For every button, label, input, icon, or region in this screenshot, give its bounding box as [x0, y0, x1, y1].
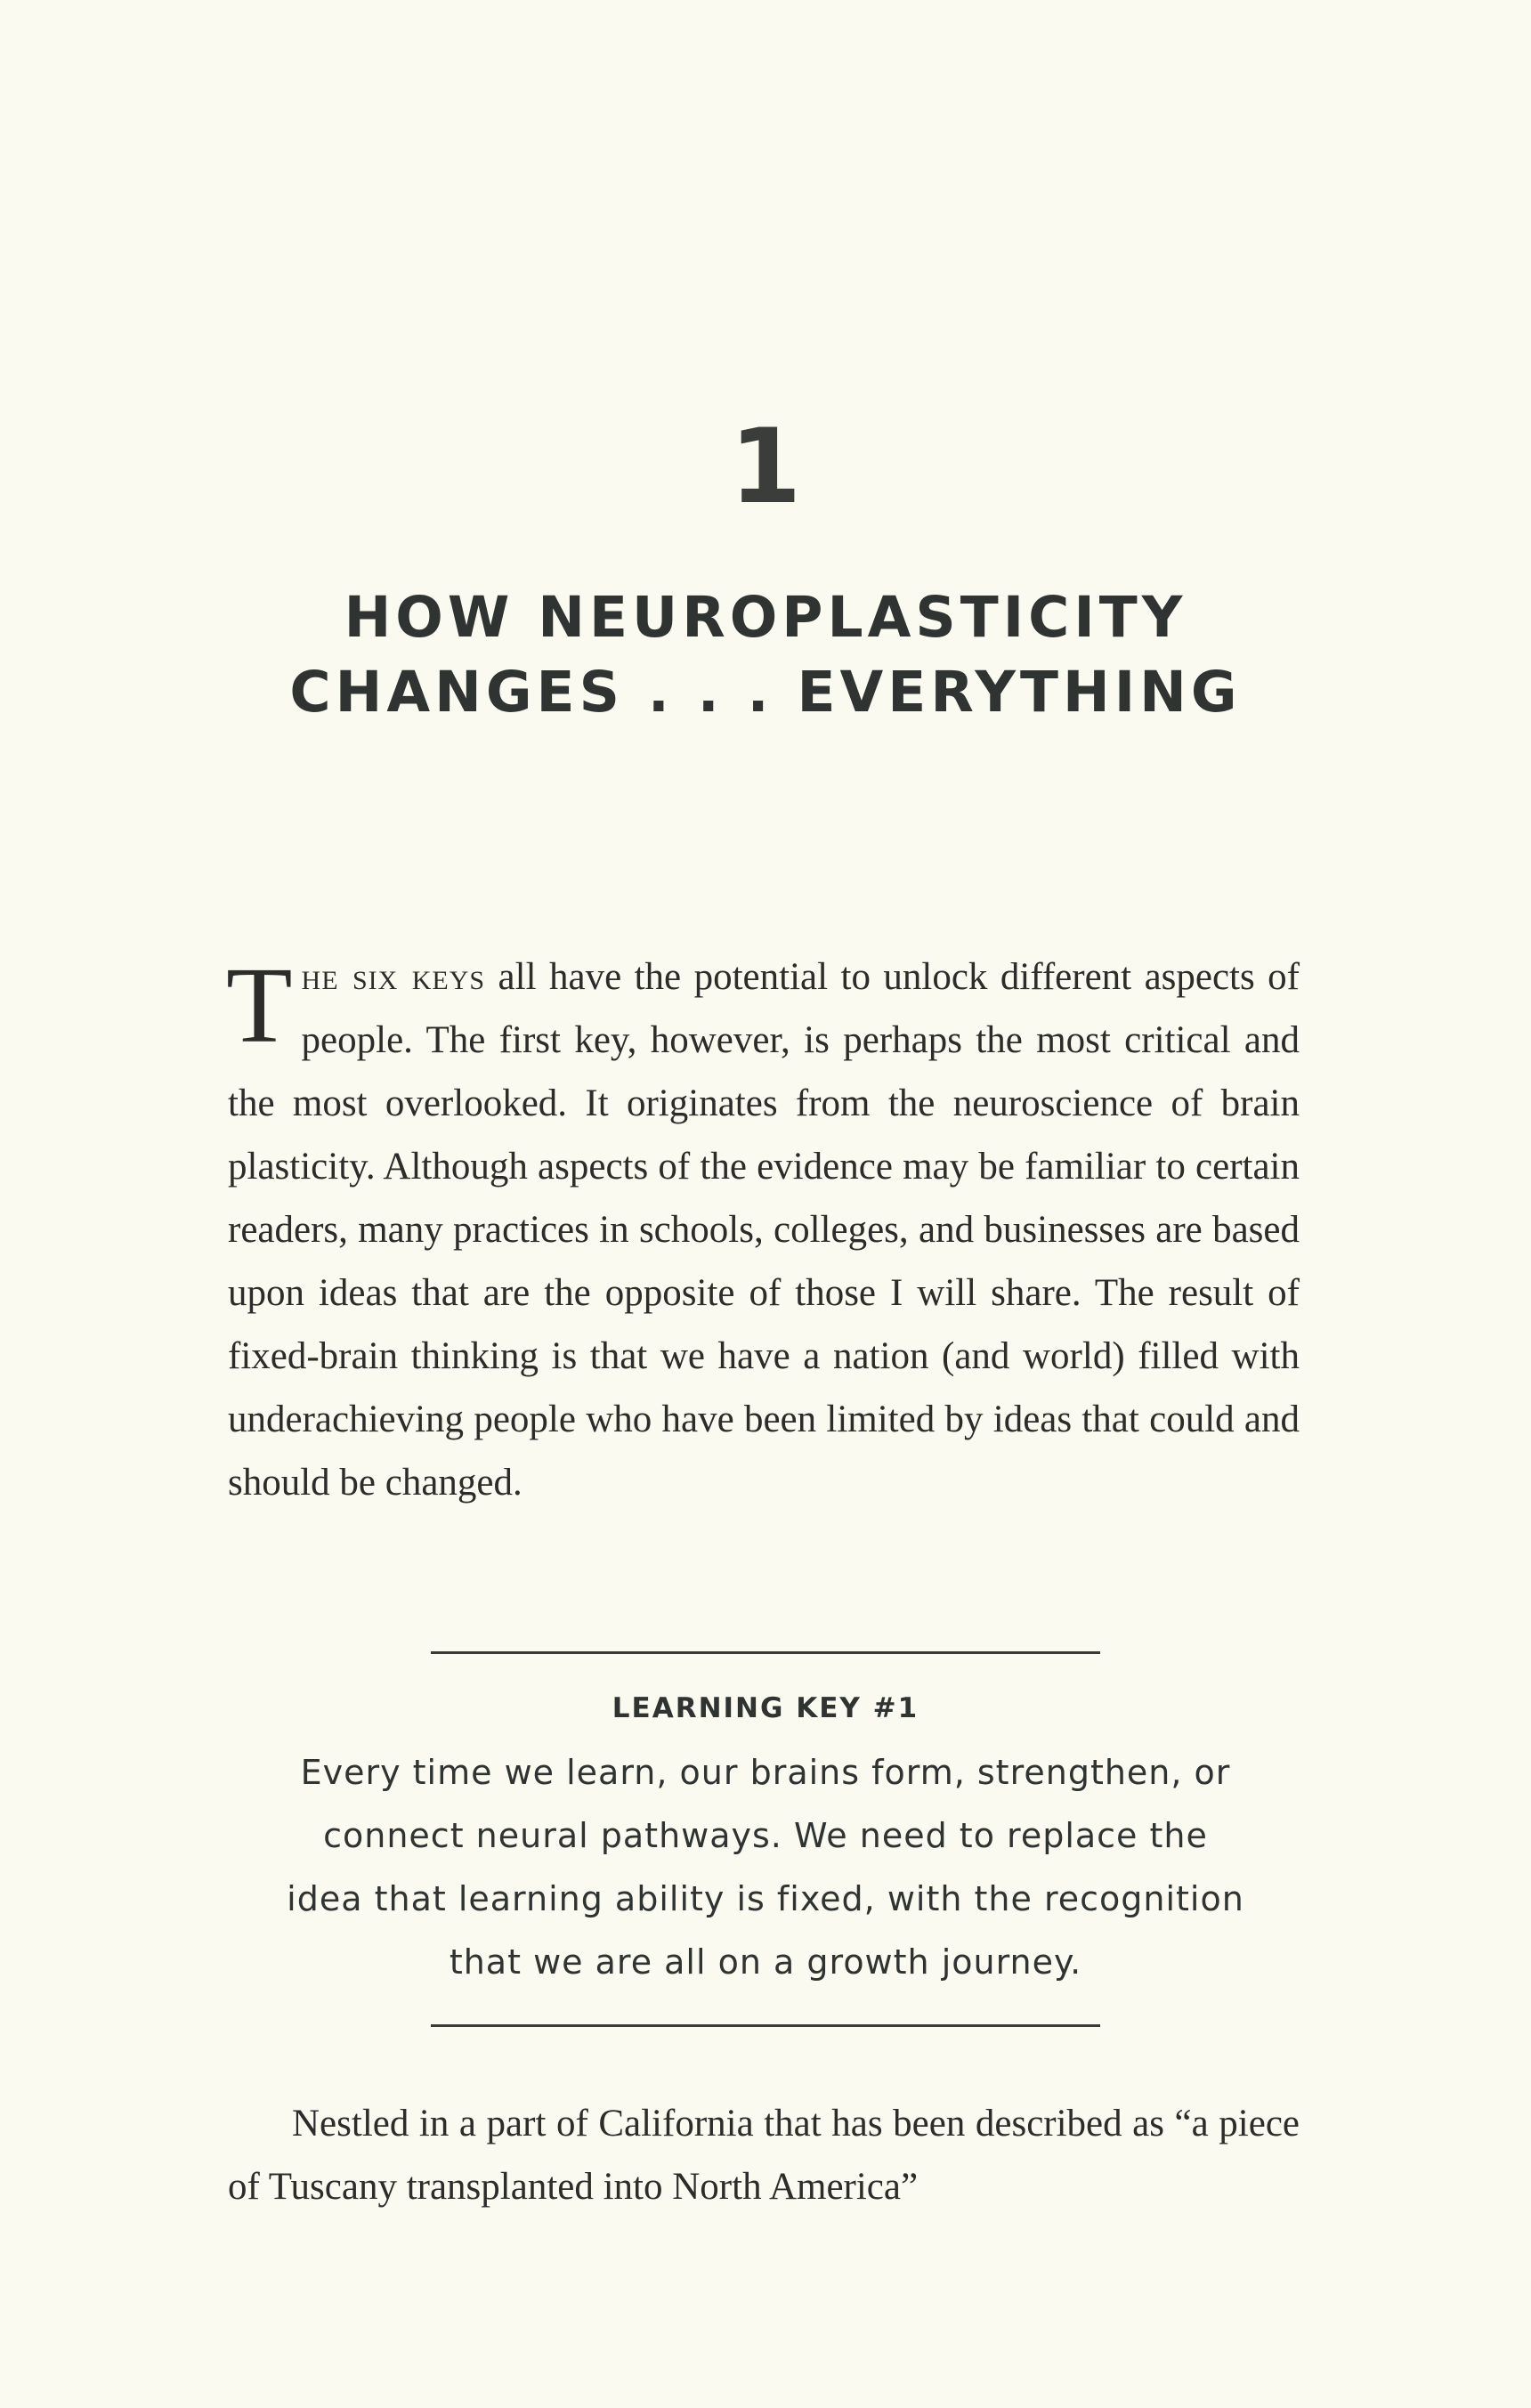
small-caps-lead: he six keys — [301, 956, 486, 998]
opening-paragraph — [228, 945, 1300, 1514]
learning-key-text — [267, 1741, 1264, 1994]
drop-cap: T — [226, 945, 293, 1066]
continuation-paragraph-text: Nestled in a part of California that has been described as “a piece of Tuscany transplanted into North America” — [228, 2103, 1300, 2208]
learning-key-line-3: idea that learning ability is fixed, with the recognition — [287, 1879, 1244, 1918]
chapter-title — [0, 580, 1531, 730]
learning-key-line-2: connect neural pathways. We need to replace the — [323, 1816, 1208, 1855]
opening-paragraph-text: all have the potential to unlock different aspects of people. The first key, however, is perhaps the most critical and the most overlooked. It originates from the neuroscience of brain plasticity. Although aspects of the evidence may be familiar to certain readers, many practices in schools, colleges, and businesses are based upon ideas that are the opposite of those I will share. The result of fixed-brain thinking is that we have a nation (and world) filled with underachieving people who have been limited by ideas that could and should be changed. — [228, 956, 1300, 1504]
chapter-title-line-1: HOW NEUROPLASTICITY — [344, 585, 1187, 650]
chapter-number: 1 — [729, 407, 802, 527]
learning-key-heading: LEARNING KEY #1 — [612, 1692, 919, 1724]
learning-key-line-4: that we are all on a growth journey. — [449, 1942, 1082, 1982]
chapter-title-line-2: CHANGES . . . EVERYTHING — [289, 660, 1242, 725]
continuation-paragraph — [228, 2092, 1300, 2218]
learning-key-line-1: Every time we learn, our brains form, strengthen, or — [300, 1753, 1231, 1792]
divider-rule-top — [431, 1651, 1100, 1654]
divider-rule-bottom — [431, 2024, 1100, 2027]
